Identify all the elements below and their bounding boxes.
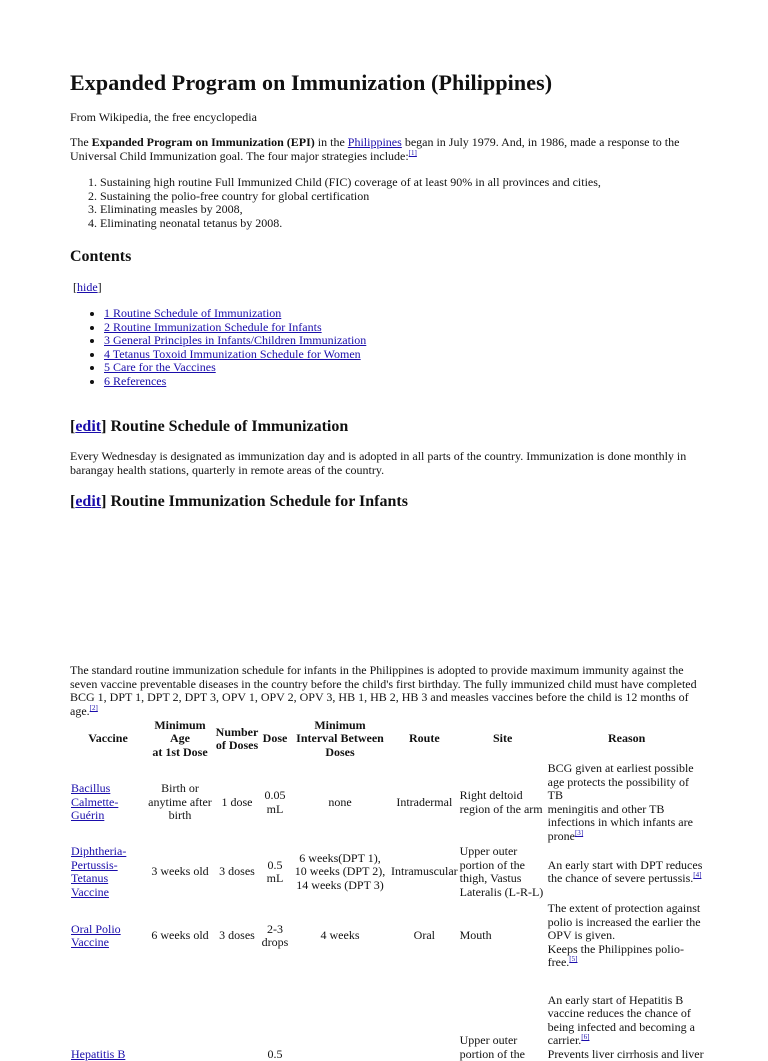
- section-heading-infants: [edit] Routine Immunization Schedule for Infants: [70, 493, 408, 510]
- vaccine-cell: [70, 762, 146, 843]
- route-cell: [390, 971, 459, 1061]
- toc-toggle: [hide]: [73, 280, 102, 294]
- dose-cell: 2-3 drops: [261, 921, 289, 949]
- edit-link[interactable]: edit: [75, 418, 102, 435]
- interval-cell: [290, 971, 390, 1061]
- infants-paragraph: [70, 664, 700, 718]
- edit-link[interactable]: edit: [75, 493, 102, 510]
- toc-link[interactable]: 5 Care for the Vaccines: [104, 360, 216, 374]
- table-row: [70, 762, 707, 843]
- header-route: Route: [408, 731, 440, 746]
- intro-text: in the: [314, 135, 348, 149]
- min-age-cell: 3 weeks old: [151, 864, 209, 879]
- page-subtitle: From Wikipedia, the free encyclopedia: [70, 110, 257, 124]
- vaccine-link[interactable]: Diphtheria- Pertussis- Tetanus Vaccine: [71, 844, 127, 899]
- toc-link[interactable]: 2 Routine Immunization Schedule for Infants: [104, 319, 322, 334]
- list-item: 2. Sustaining the polio-free country for global certification: [100, 190, 601, 204]
- site-cell: Mouth: [459, 928, 492, 943]
- route-cell: Intramuscular: [391, 864, 458, 879]
- list-item: 1. Sustaining high routine Full Immunized Child (FIC) coverage of at least 90% in all provinces and cities,: [100, 176, 601, 190]
- toc-item: [104, 361, 366, 375]
- header-vaccine: Vaccine: [88, 731, 128, 746]
- routine-paragraph: Every Wednesday is designated as immunization day and is adopted in all parts of the country. Immunization is done monthly in barangay health stations, quarterly in remote areas of the country.: [70, 449, 687, 477]
- toc-item: [104, 348, 366, 362]
- ref-link[interactable]: [1]: [408, 148, 417, 157]
- interval-cell: none: [328, 794, 352, 809]
- min-age-cell: Birth or anytime after birth: [148, 781, 212, 823]
- dose-cell: 0.05 mL: [264, 788, 286, 816]
- toc-link[interactable]: 1 Routine Schedule of Immunization: [104, 306, 282, 320]
- vaccine-cell: [70, 901, 146, 971]
- intro-text: began in July 1979. And, in 1986, made a response to the Universal Child Immunization goal. The four major strategies include:: [70, 135, 680, 163]
- list-item: 4. Eliminating neonatal tetanus by 2008.: [100, 217, 601, 231]
- intro-text: The: [70, 135, 92, 149]
- table-header-row: [70, 716, 707, 762]
- dose-cell: 0.5 mL: [266, 857, 284, 885]
- header-num-doses: Number of Doses: [215, 724, 259, 752]
- route-cell: Oral: [413, 928, 435, 943]
- list-item: 3. Eliminating measles by 2008,: [100, 203, 601, 217]
- dose-cell: 0.5: [267, 1046, 283, 1061]
- intro-bold: Expanded Program on Immunization (EPI): [91, 135, 315, 149]
- section-heading-routine: [edit] Routine Schedule of Immunization: [70, 418, 349, 435]
- table-row: [70, 901, 707, 971]
- reason-cell: The extent of protection against polio is increased the earlier the OPV is given. Keeps the Philippines polio- free.[5]: [547, 901, 701, 970]
- intro-paragraph: [70, 136, 700, 163]
- toc-title: Contents: [70, 248, 132, 265]
- section-title: Routine Immunization Schedule for Infants: [110, 493, 408, 510]
- philippines-link[interactable]: Philippines: [347, 135, 402, 149]
- header-site: Site: [492, 731, 513, 746]
- ref-link[interactable]: [4]: [693, 871, 702, 879]
- num-doses-cell: 1 dose: [221, 794, 253, 809]
- ref-link[interactable]: [3]: [574, 828, 584, 837]
- num-doses-cell: 3 doses: [219, 864, 255, 879]
- immunization-table: [70, 716, 707, 1061]
- table-row: [70, 843, 707, 901]
- toc-item: [104, 334, 366, 348]
- toc-item: [104, 375, 366, 389]
- page-title: Expanded Program on Immunization (Philippines): [70, 70, 553, 95]
- toc-link[interactable]: 3 General Principles in Infants/Children Immunization: [104, 333, 367, 347]
- header-min-age: Minimum Age at 1st Dose: [152, 717, 208, 759]
- toc-hide-link[interactable]: hide: [77, 280, 98, 294]
- vaccine-link[interactable]: Oral Polio Vaccine: [71, 921, 121, 949]
- header-reason: Reason: [607, 731, 646, 746]
- reason-cell: BCG given at earliest possible age protects the possibility of TB meningitis and other TB infections in which infants are prone[3]: [547, 761, 694, 843]
- interval-cell: 6 weeks(DPT 1), 10 weeks (DPT 2), 14 weeks (DPT 3): [294, 850, 386, 892]
- site-cell: Right deltoid region of the arm: [459, 788, 543, 816]
- interval-cell: 4 weeks: [320, 928, 360, 943]
- route-cell: Intradermal: [396, 794, 453, 809]
- num-doses-cell: 3 doses: [219, 928, 255, 943]
- toc-list: [70, 307, 366, 388]
- toc-item: [104, 307, 366, 321]
- reason-cell: An early start with DPT reduces the chance of severe pertussis.[4]: [547, 857, 703, 885]
- vaccine-cell: [70, 843, 146, 901]
- num-doses-cell: [214, 971, 260, 1061]
- vaccine-link[interactable]: Bacillus Calmette- Guérin: [71, 781, 119, 823]
- min-age-cell: [146, 971, 214, 1061]
- vaccine-link[interactable]: Hepatitis B: [71, 1046, 126, 1061]
- vaccine-cell: [70, 971, 146, 1061]
- site-cell: Upper outer portion of the thigh, Vastus Lateralis (L-R-L): [459, 844, 544, 899]
- reason-cell: An early start of Hepatitis B vaccine reduces the chance of being infected and becoming a carrier.[6] Prevents liver cirrhosis and liver: [547, 992, 704, 1061]
- header-dose: Dose: [262, 731, 288, 746]
- toc-item: [104, 321, 366, 335]
- ref-link[interactable]: [5]: [569, 955, 578, 964]
- header-interval: Minimum Interval Between Doses: [296, 717, 384, 759]
- toc-link[interactable]: 6 References: [104, 373, 167, 388]
- site-cell: Upper outer portion of the: [459, 1033, 525, 1061]
- strategies-list: [70, 176, 601, 230]
- min-age-cell: 6 weeks old: [151, 928, 209, 943]
- infants-text: The standard routine immunization schedule for infants in the Philippines is adopted to provide maximum immunity against the seven vaccine preventable diseases in the country before the child's first birthday. The fully immunized child must have completed BCG 1, DPT 1, DPT 2, DPT 3, OPV 1, OPV 2, OPV 3, HB 1, HB 2, HB 3 and measles vaccines before the child is 12 months of age.: [70, 663, 697, 718]
- ref-link[interactable]: [2]: [89, 703, 98, 712]
- section-title: Routine Schedule of Immunization: [110, 418, 349, 435]
- table-row: [70, 971, 707, 1061]
- ref-link[interactable]: [6]: [581, 1033, 590, 1041]
- toc-link[interactable]: 4 Tetanus Toxoid Immunization Schedule for Women: [104, 346, 361, 361]
